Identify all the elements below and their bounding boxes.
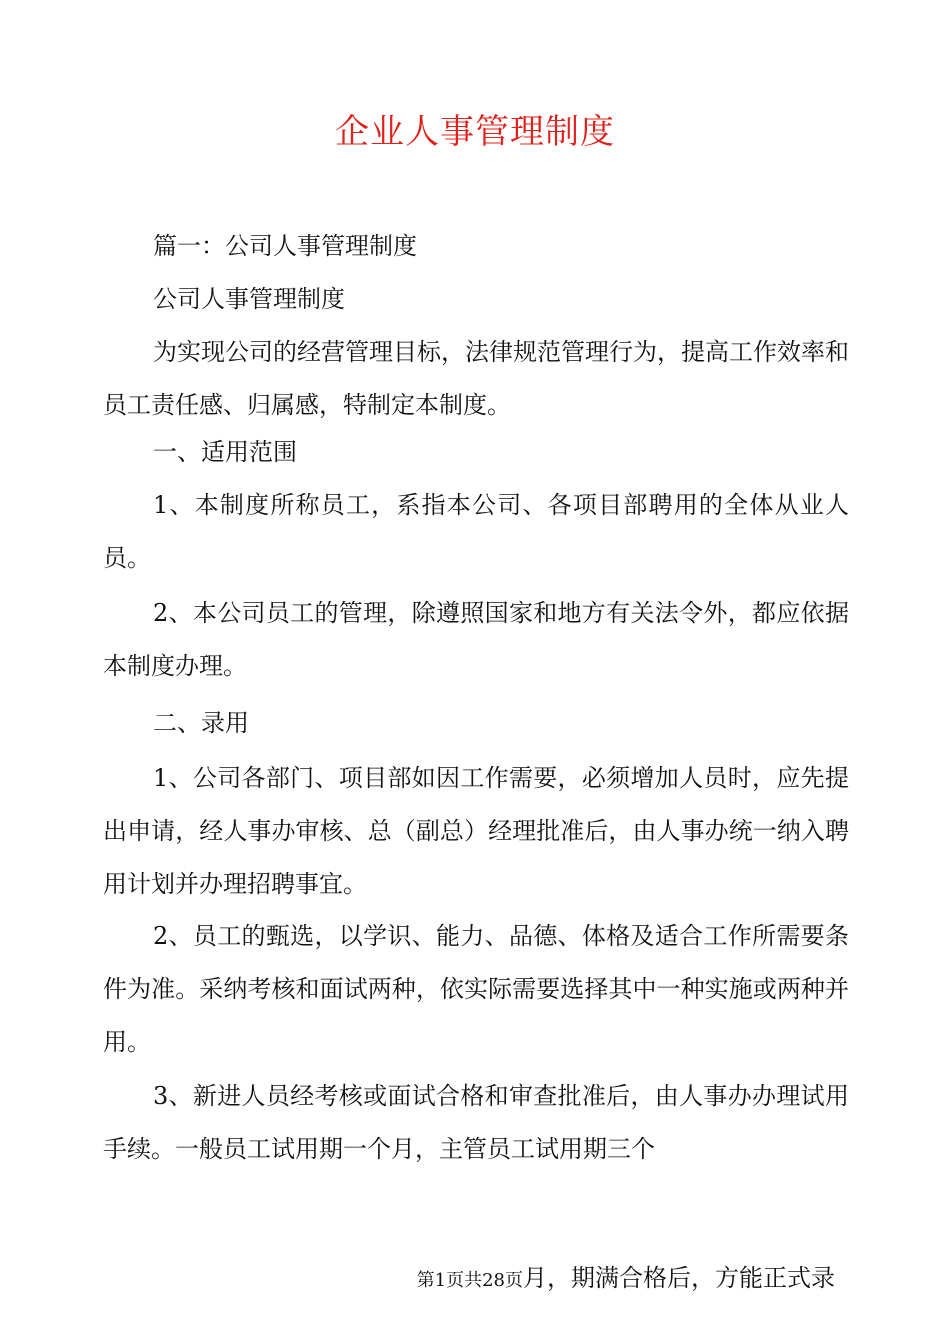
paragraph-scope-item-2: 2、本公司员工的管理，除遵照国家和地方有关法令外，都应依据本制度办理。 xyxy=(103,599,849,680)
paragraph-hiring-item-3: 3、新进人员经考核或面试合格和审查批准后，由人事办办理试用手续。一般员工试用期一个月，主管员工试用期三个 xyxy=(103,1082,849,1163)
paragraph-subtitle: 公司人事管理制度 xyxy=(153,285,345,313)
document-title: 企业人事管理制度 xyxy=(335,112,615,152)
paragraph-intro: 为实现公司的经营管理目标，法律规范管理行为，提高工作效率和员工责任感、归属感，特制定本制度。 xyxy=(103,338,849,419)
paragraph-hiring-item-1: 1、公司各部门、项目部如因工作需要，必须增加人员时，应先提出申请，经人事办审核、总（副总）经理批准后，由人事办统一纳入聘用计划并办理招聘事宜。 xyxy=(103,764,849,898)
page-number-label: 第1页共28页 xyxy=(416,1270,523,1291)
paragraph-heading-scope: 一、适用范围 xyxy=(153,438,297,466)
page-footer xyxy=(417,1262,835,1297)
paragraph-section-heading: 篇一：公司人事管理制度 xyxy=(153,232,417,260)
paragraph-heading-hiring: 二、录用 xyxy=(153,709,249,737)
footer-continued-text: 月，期满合格后，方能正式录 xyxy=(523,1264,835,1292)
paragraph-scope-item-1: 1、本制度所称员工，系指本公司、各项目部聘用的全体从业人员。 xyxy=(103,491,849,572)
paragraph-hiring-item-2: 2、员工的甄选，以学识、能力、品德、体格及适合工作所需要条件为准。采纳考核和面试两种，依实际需要选择其中一种实施或两种并用。 xyxy=(103,922,849,1056)
